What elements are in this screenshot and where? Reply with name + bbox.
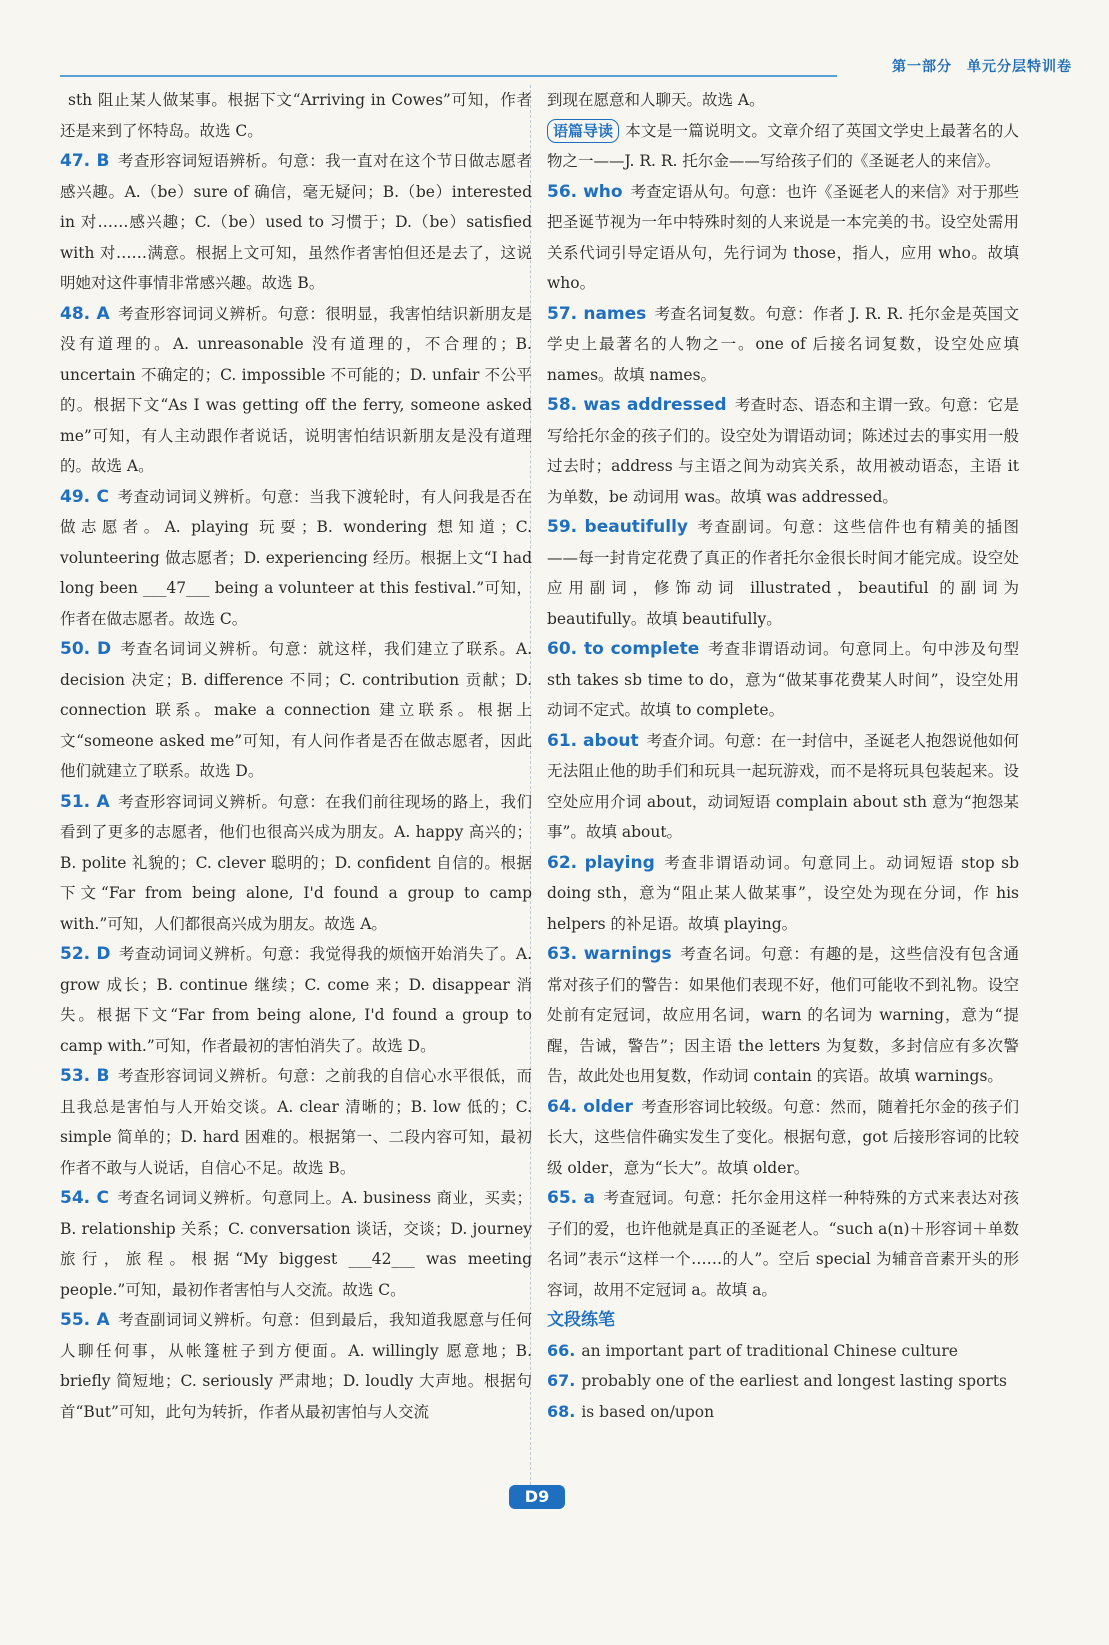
answer-number: 60. to complete [547,639,700,659]
answer-text: 考查定语从句。句意：也许《圣诞老人的来信》对于那些把圣诞节视为一年中特殊时刻的人来说是一本完美的书。设空处需用关系代词引导定语从句，先行词为 those，指人，应用 who。故填 who。 [547,182,1019,292]
answer-text: 考查时态、语态和主谓一致。句意：它是写给托尔金的孩子们的。设空处为谓语动词；陈述过去的事实用一般过去时；address 与主语之间为动宾关系，故用被动语态，主语 it 为单数，be 动词用 was。故填 was addressed。 [547,396,1019,506]
answer-number: 55. A [60,1310,110,1330]
answer-61 [547,726,1019,848]
answer-number: 65. a [547,1188,596,1208]
exercise-text: probably one of the earliest and longest lasting sports [581,1372,1007,1390]
answer-52 [60,939,532,1061]
answer-text: 考查动词词义辨析。句意：我觉得我的烦恼开始消失了。A. grow 成长；B. continue 继续；C. come 来；D. disappear 消失。根据下文“Far from being alone, I'd found a group to camp with.”可知，作者最初的害怕消失了。故选 D。 [60,945,532,1055]
answer-number: 52. D [60,944,111,964]
answer-text: 考查副词词义辨析。句意：但到最后，我知道我愿意与任何人聊任何事，从帐篷桩子到方便面。A. willingly 愿意地；B. briefly 简短地；C. seriously 严肃地；D. loudly 大声地。根据句首“But”可知，此句为转折，作者从最初害怕与人交流 [60,1311,532,1421]
answer-number: 64. older [547,1096,633,1117]
header-title: 第一部分 单元分层特训卷 [892,59,1072,75]
page-header [60,56,1072,82]
page-number: D9 [509,1485,565,1509]
answer-text: 考查非谓语动词。句意同上。动词短语 stop sb doing sth，意为“阻止某人做某事”，设空处为现在分词，作 his helpers 的补足语。故填 playing。 [547,853,1019,933]
answer-number: 50. D [60,639,112,659]
answer-text: 考查形容词词义辨析。句意：在我们前往现场的路上，我们看到了更多的志愿者，他们也很高兴成为朋友。A. happy 高兴的；B. polite 礼貌的；C. clever 聪明的；D. confident 自信的。根据下文“Far from being alone, I'd found a group to camp with.”可知，人们都很高兴成为朋友。故选 A。 [60,792,532,933]
answer-64 [547,1092,1019,1184]
answer-number: 63. warnings [547,944,672,964]
answer-number: 56. who [547,181,623,202]
answer-text: 考查动词词义辨析。句意：当我下渡轮时，有人问我是否在做志愿者。A. playing 玩耍；B. wondering 想知道；C. volunteering 做志愿者；D. experiencing 经历。根据上文“I had long been ___47___ being a volunteer at this festival.”可知，作者在做志愿者。故选 C。 [60,487,532,628]
answer-continuation [60,85,532,146]
answer-text: 考查名词词义辨析。句意同上。A. business 商业，买卖；B. relationship 关系；C. conversation 谈话，交谈；D. journey 旅行，旅程。根据“My biggest ___42___ was meeting people.”可知，最初作者害怕与人交流。故选 C。 [60,1189,532,1299]
answer-48 [60,299,532,482]
answer-text: 考查副词。句意：这些信件也有精美的插图——每一封肯定花费了真正的作者托尔金很长时间才能完成。设空处应用副词，修饰动词 illustrated，beautiful 的副词为 beautifully。故填 beautifully。 [547,518,1019,628]
answer-49 [60,482,532,635]
answer-continuation [547,85,1019,116]
exercise-text: is based on/upon [581,1402,715,1421]
answer-57 [547,299,1019,391]
answer-number: 51. A [60,791,110,812]
answer-56 [547,177,1019,299]
answer-55 [60,1305,532,1427]
answer-text: 考查名词。句意：有趣的是，这些信没有包含通常对孩子们的警告：如果他们表现不好，他们可能收不到礼物。设空处前有定冠词，故应用名词，warn 的名词为 warning，意为“提醒，告诫，警告”；因主语 the letters 为复数，多封信应有多次警告，故此处也用复数，作动词 contain 的宾语。故填 warnings。 [547,945,1019,1085]
answer-number: 54. C [60,1188,110,1208]
answer-text: 考查形容词词义辨析。句意：很明显，我害怕结识新朋友是没有道理的。A. unreasonable 没有道理的，不合理的；B. uncertain 不确定的；C. impossible 不可能的；D. unfair 不公平的。根据下文“As I was getting off the ferry, someone asked me”可知，有人主动跟作者说话，说明害怕结识新朋友是没有道理的。故选 A。 [60,304,532,475]
passage-guide-text: 本文是一篇说明文。文章介绍了英国文学史上最著名的人物之一——J. R. R. 托尔金——写给孩子们的《圣诞老人的来信》。 [547,121,1019,170]
answer-number: 48. A [60,303,110,324]
right-column [547,85,1019,1427]
answer-number: 61. about [547,730,639,751]
answer-53 [60,1061,532,1183]
answer-text: 考查形容词短语辨析。句意：我一直对在这个节日做志愿者感兴趣。A.（be）sure of 确信，毫无疑问；B.（be）interested in 对……感兴趣；C.（be）used to 习惯于；D.（be）satisfied with 对……满意。根据上文可知，虽然作者害怕但还是去了，这说明她对这件事情非常感兴趣。故选 B。 [60,152,532,292]
answer-number: 53. B [60,1066,110,1086]
answer-text: 考查名词词义辨析。句意：就这样，我们建立了联系。A. decision 决定；B. difference 不同；C. contribution 贡献；D. connection 联系。make a connection 建立联系。根据上文“someone asked me”可知，有人问作者是否在做志愿者，因此他们就建立了联系。故选 D。 [60,640,532,780]
answer-text: 考查形容词词义辨析。句意：之前我的自信心水平很低，而且我总是害怕与人开始交谈。A. clear 清晰的；B. low 低的；C. simple 简单的；D. hard 困难的。根据第一、二段内容可知，最初作者不敢与人说话，自信心不足。故选 B。 [60,1067,532,1177]
answer-text: 考查冠词。句意：托尔金用这样一种特殊的方式来表达对孩子们的爱，也许他就是真正的圣诞老人。“such a(n)＋形容词＋单数名词”表示“这样一个……的人”。空后 special 为辅音音素开头的形容词，故用不定冠词 a。故填 a。 [547,1189,1019,1299]
header-rule [60,75,837,77]
answer-51 [60,787,532,940]
answer-62 [547,848,1019,940]
passage-guide-tag: 语篇导读 [547,119,619,143]
answer-number: 62. playing [547,852,655,873]
answer-58 [547,390,1019,512]
answer-65 [547,1183,1019,1305]
exercise-number: 67. [547,1371,576,1390]
answer-54 [60,1183,532,1305]
answer-number: 49. C [60,486,109,507]
answer-number: 47. B [60,151,110,171]
answer-text: 考查形容词比较级。句意：然而，随着托尔金的孩子们长大，这些信件确实发生了变化。根据句意，got 后接形容词的比较级 older，意为“长大”。故填 older。 [547,1097,1019,1177]
answer-number: 57. names [547,303,647,324]
exercise-number: 66. [547,1340,576,1360]
section-title: 文段练笔 [547,1310,615,1330]
exercise-67 [547,1366,1019,1397]
answer-text: 考查非谓语动词。句意同上。句中涉及句型 sth takes sb time to do，意为“做某事花费某人时间”，设空处用动词不定式。故填 to complete。 [547,640,1019,719]
answer-47 [60,146,532,299]
exercise-number: 68. [547,1401,576,1421]
answer-text: 考查介词。句意：在一封信中，圣诞老人抱怨说他如何无法阻止他的助手们和玩具一起玩游戏，而不是将玩具包装起来。设空处应用介词 about，动词短语 complain about sth 意为“抱怨某事”。故填 about。 [547,731,1019,841]
exercise-68 [547,1397,1019,1428]
answer-number: 58. was addressed [547,395,727,415]
answer-63 [547,939,1019,1092]
passage-guide [547,116,1019,177]
answer-50 [60,634,532,787]
exercise-text: an important part of traditional Chinese culture [581,1341,958,1360]
exercise-66 [547,1336,1019,1367]
left-column [60,85,532,1427]
answer-60 [547,634,1019,726]
answer-text: 考查名词复数。句意：作者 J. R. R. 托尔金是英国文学史上最著名的人物之一。one of 后接名词复数，设空处应填 names。故填 names。 [547,304,1019,384]
answer-number: 59. beautifully [547,517,688,537]
answer-59 [547,512,1019,634]
answer-text: 到现在愿意和人聊天。故选 A。 [547,91,765,109]
answer-text: sth 阻止某人做某事。根据下文“Arriving in Cowes”可知，作者还是来到了怀特岛。故选 C。 [60,91,532,140]
